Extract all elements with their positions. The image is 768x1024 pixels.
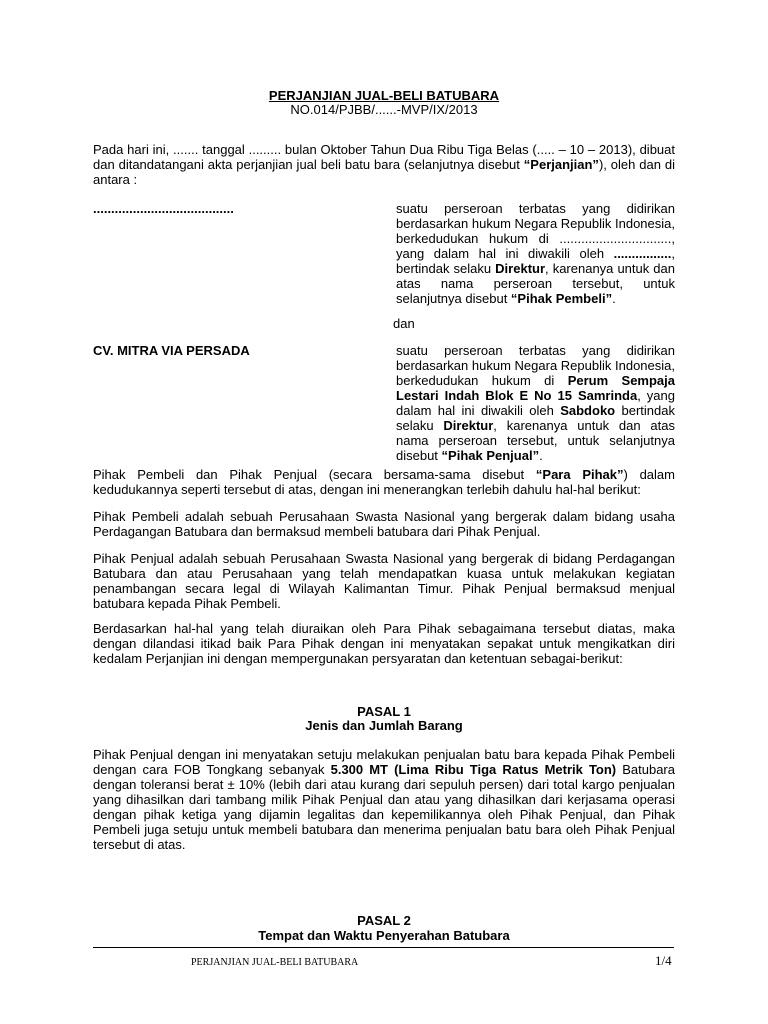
- seller-description: suatu perseroan terbatas yang didirikan berdasarkan hukum Negara Republik Indonesia, berkedudukan hukum di Perum Sempaja Lestari Indah Blok E No 15 Samrinda, yang dalam hal ini diwakili oleh Sabdoko bertindak selaku Direktur, karenanya untuk dan atas nama perseroan tersebut, untuk selanjutnya disebut “Pihak Penjual”.: [396, 343, 676, 463]
- page-number: 1/4: [655, 953, 672, 968]
- recital-buyer: Pihak Pembeli adalah sebuah Perusahaan Swasta Nasional yang bergerak dalam bidang usaha Perdagangan Batubara dan bermaksud membeli batubara dari Pihak Penjual.: [93, 509, 675, 539]
- pasal-1-subheading: Jenis dan Jumlah Barang: [305, 718, 463, 733]
- document-title: PERJANJIAN JUAL-BELI BATUBARA: [268, 88, 500, 103]
- seller-name: CV. MITRA VIA PERSADA: [93, 343, 250, 358]
- buyer-description: suatu perseroan terbatas yang didirikan berdasarkan hukum Negara Republik Indonesia, berkedudukan hukum di ..............................., yang dalam hal ini diwakili oleh ................, bertindak selaku Direktur, karenanya untuk dan atas nama perseroan tersebut, untuk selanjutnya disebut “Pihak Pembeli”.: [396, 201, 676, 306]
- buyer-name: .......................................: [93, 201, 234, 216]
- footer-title: PERJANJIAN JUAL-BELI BATUBARA: [191, 957, 359, 968]
- pasal-1-body: Pihak Penjual dengan ini menyatakan setuju melakukan penjualan batu bara kepada Pihak Pembeli dengan cara FOB Tongkang sebanyak 5.300 MT (Lima Ribu Tiga Ratus Metrik Ton) Batubara dengan toleransi berat ± 10% (lebih dari atau kurang dari sepuluh persen) dari total kargo penjualan yang dihasilkan dari tambang milik Pihak Penjual dan atau yang dihasilkan dari kerjasama operasi dengan pihak ketiga yang dijamin legalitas dan kepemilikannya oleh Pihak Penjual, dan Pihak Pembeli juga setuju untuk membeli batubara dan menerima penjualan batu bara oleh Pihak Penjual tersebut di atas.: [93, 747, 675, 852]
- recital-seller: Pihak Penjual adalah sebuah Perusahaan Swasta Nasional yang bergerak di bidang Perdagangan Batubara dan atau Perusahaan yang telah mendapatkan kuasa untuk melakukan kegiatan penambangan secara legal di Wilayah Kalimantan Timur. Pihak Penjual bermaksud menjual batubara kepada Pihak Pembeli.: [93, 551, 675, 611]
- recital-agreement: Berdasarkan hal-hal yang telah diuraikan oleh Para Pihak sebagaimana tersebut diatas, maka dengan dilandasi itikad baik Para Pihak dengan ini menyatakan sepakat untuk mengikatkan diri kedalam Perjanjian ini dengan mempergunakan persyaratan dan ketentuan sebagai-berikut:: [93, 621, 675, 666]
- pasal-2-subheading: Tempat dan Waktu Penyerahan Batubara: [258, 928, 510, 943]
- opening-paragraph: Pada hari ini, ....... tanggal ......... bulan Oktober Tahun Dua Ribu Tiga Belas (..... – 10 – 2013), dibuat dan ditandatangani akta perjanjian jual beli batu bara (selanjutnya disebut “Perjanjian”), oleh dan di antara :: [93, 142, 675, 187]
- document-number: NO.014/PJBB/......-MVP/IX/2013: [290, 102, 478, 117]
- pasal-1-heading: PASAL 1: [357, 704, 411, 719]
- conjunction: dan: [393, 316, 415, 331]
- para-pihak-paragraph: Pihak Pembeli dan Pihak Penjual (secara bersama-sama disebut “Para Pihak”) dalam kedudukannya seperti tersebut di atas, dengan ini menerangkan terlebih dahulu hal-hal berikut:: [93, 467, 675, 497]
- pasal-2-heading: PASAL 2: [357, 913, 411, 928]
- footer-divider: [93, 947, 674, 948]
